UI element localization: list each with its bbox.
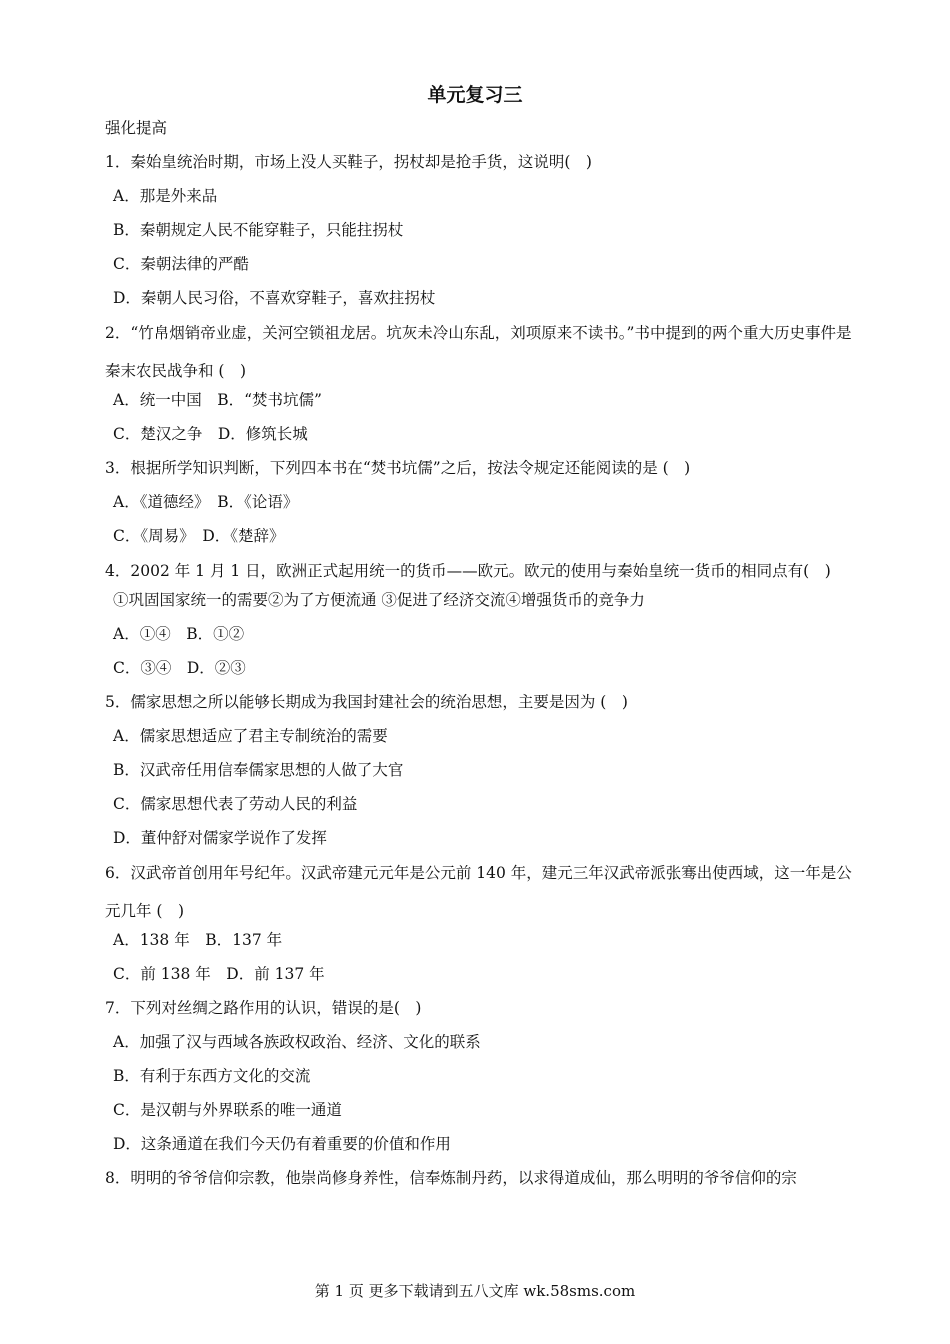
question-7-option-a: A．加强了汉与西域各族政权政治、经济、文化的联系: [113, 1033, 481, 1051]
question-1-stem: 1．秦始皇统治时期，市场上没人买鞋子，拐杖却是抢手货，这说明( ): [105, 153, 592, 171]
page-footer: 第 1 页 更多下载请到五八文库 wk.58sms.com: [314, 1282, 636, 1300]
section-heading: 强化提高: [105, 119, 168, 137]
question-5-option-a: A．儒家思想适应了君主专制统治的需要: [113, 727, 388, 745]
question-1-option-c: C．秦朝法律的严酷: [113, 255, 249, 273]
question-3-options-cd: C．《周易》 D．《楚辞》: [113, 527, 285, 545]
question-2-options-ab: A．统一中国 B．“焚书坑儒”: [113, 391, 322, 409]
page-title: 单元复习三: [427, 84, 523, 106]
question-6-options-cd: C．前 138 年 D．前 137 年: [113, 965, 325, 983]
question-4-options-ab: A．①④ B．①②: [113, 625, 245, 643]
question-5-option-c: C．儒家思想代表了劳动人民的利益: [113, 795, 358, 813]
question-2-stem: 2．“竹帛烟销帝业虚，关河空锁祖龙居。坑灰未冷山东乱，刘项原来不读书。”书中提到的两个重大历史事件是秦末农民战争和 ( ): [105, 324, 852, 380]
question-7-option-b: B．有利于东西方文化的交流: [113, 1067, 311, 1085]
question-7-option-d: D．这条通道在我们今天仍有着重要的价值和作用: [113, 1135, 451, 1153]
question-6-stem: 6．汉武帝首创用年号纪年。汉武帝建元元年是公元前 140 年，建元三年汉武帝派张骞出使西域，这一年是公元几年 ( ): [105, 864, 852, 920]
question-3-options-ab: A．《道德经》 B．《论语》: [113, 493, 299, 511]
question-6-options-ab: A．138 年 B．137 年: [113, 931, 283, 949]
question-1-option-b: B．秦朝规定人民不能穿鞋子，只能拄拐杖: [113, 221, 404, 239]
question-3-stem: 3．根据所学知识判断，下列四本书在“焚书坑儒”之后，按法令规定还能阅读的是 ( ): [105, 459, 691, 477]
question-5-stem: 5．儒家思想之所以能够长期成为我国封建社会的统治思想，主要是因为 ( ): [105, 693, 628, 711]
question-8-stem: 8．明明的爷爷信仰宗教，他崇尚修身养性，信奉炼制丹药，以求得道成仙，那么明明的爷爷信仰的宗: [105, 1169, 797, 1187]
question-1-option-a: A．那是外来品: [113, 187, 218, 205]
question-4-items: ①巩固国家统一的需要②为了方便流通 ③促进了经济交流④增强货币的竞争力: [113, 591, 645, 609]
question-2-options-cd: C．楚汉之争 D．修筑长城: [113, 425, 308, 443]
document-body: [105, 116, 865, 1200]
question-1-option-d: D．秦朝人民习俗，不喜欢穿鞋子，喜欢拄拐杖: [113, 289, 436, 307]
question-5-option-d: D．董仲舒对儒家学说作了发挥: [113, 829, 327, 847]
question-4-options-cd: C．③④ D．②③: [113, 659, 246, 677]
question-5-option-b: B．汉武帝任用信奉儒家思想的人做了大官: [113, 761, 404, 779]
question-7-stem: 7．下列对丝绸之路作用的认识，错误的是( ): [105, 999, 422, 1017]
question-7-option-c: C．是汉朝与外界联系的唯一通道: [113, 1101, 342, 1119]
question-4-stem: 4．2002 年 1 月 1 日，欧洲正式起用统一的货币——欧元。欧元的使用与秦始皇统一货币的相同点有( ): [105, 562, 831, 580]
